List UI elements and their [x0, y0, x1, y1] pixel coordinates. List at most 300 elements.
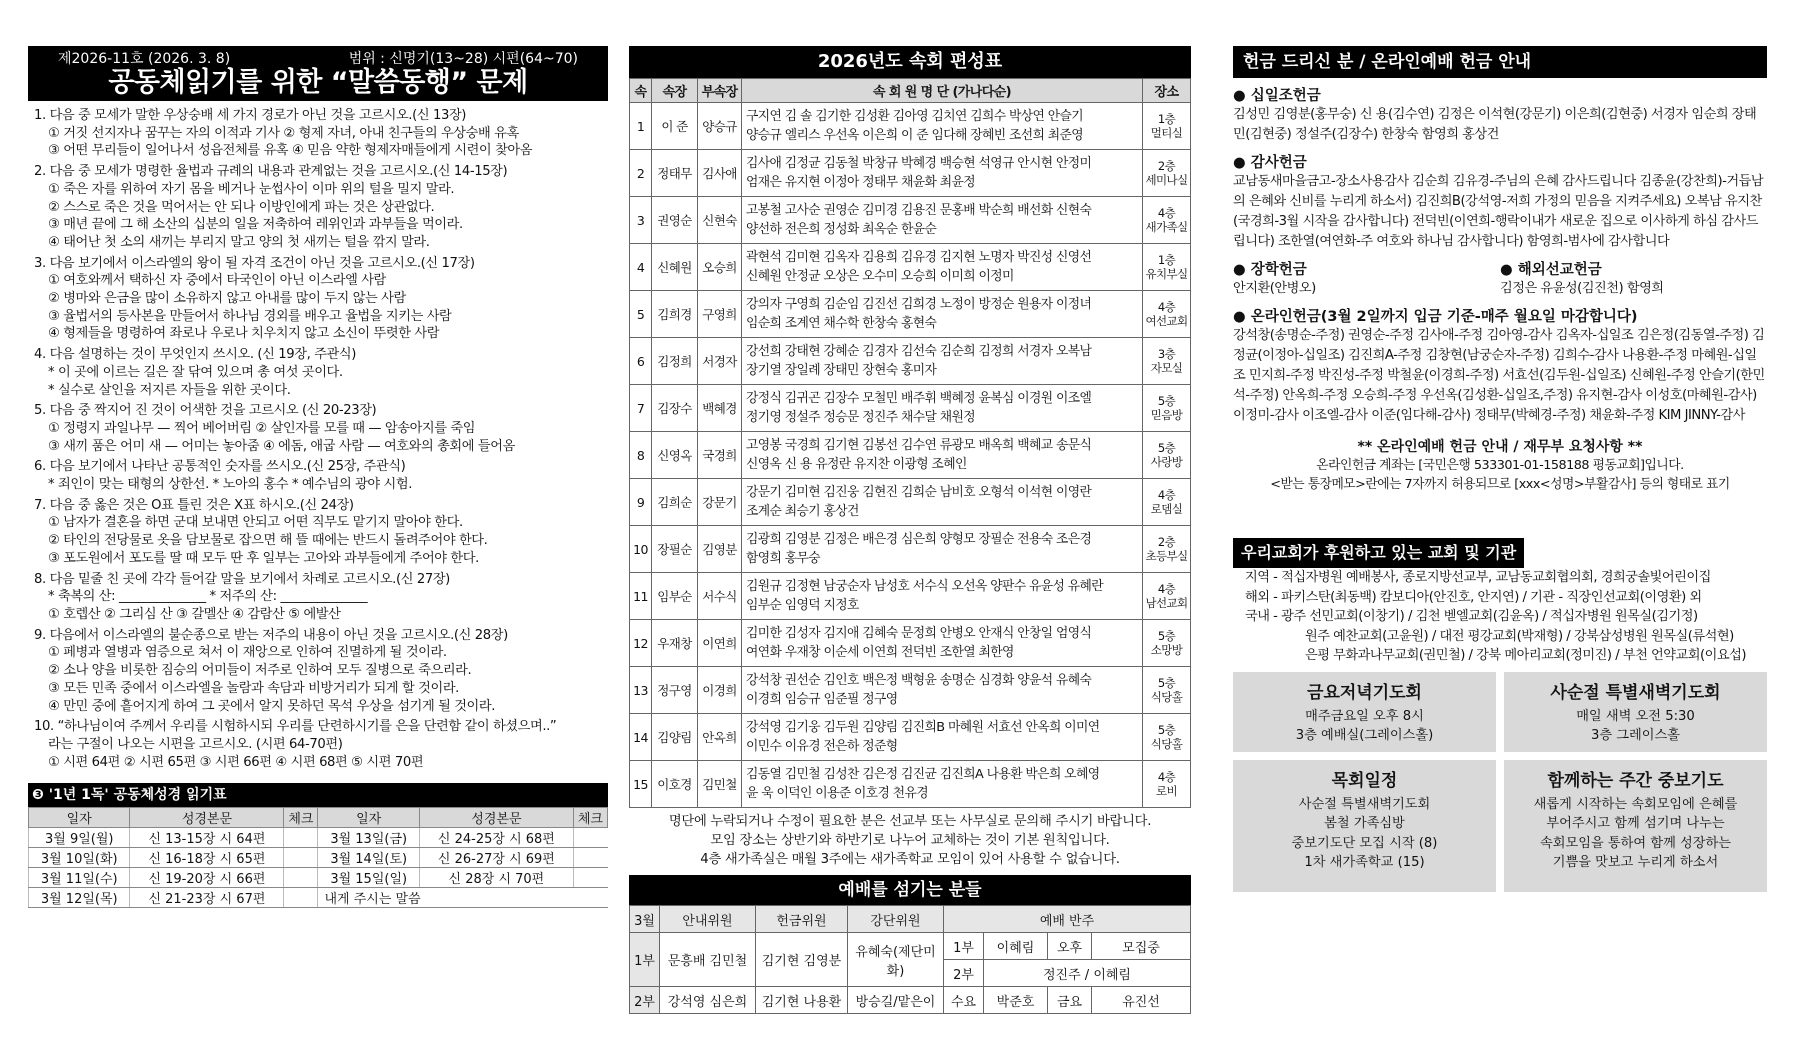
question-option: ③ 율법서의 등사본을 만들어서 하나님 경외를 배우고 율법을 지키는 사람 [48, 308, 452, 324]
info-boxes [1233, 672, 1767, 892]
cell-number: 12 [630, 620, 652, 667]
cell-group-row [630, 291, 1191, 338]
cell-place [1143, 432, 1191, 479]
question-option: ② 소나 양을 비롯한 짐승의 어미들이 저주로 인하여 모두 질병으로 죽으리라. [48, 663, 472, 679]
schedule-cell: 신 13-15장 시 64편 [130, 828, 284, 848]
servers-table [629, 905, 1191, 1014]
cell-sub-leader: 김영분 [698, 526, 742, 573]
member-line: 윤 욱 이덕인 이용준 이호경 천유경 [746, 786, 929, 801]
place-line: 4층 [1157, 770, 1176, 784]
cell-group-table [629, 78, 1191, 808]
cell-group-row [630, 103, 1191, 150]
support-line: 국내 - 광주 선민교회(이창기) / 김천 벧엘교회(김윤옥) / 적십자병원 원목실(김기정) [1245, 609, 1698, 624]
question-option: ① 시편 64편 ② 시편 65편 ③ 시편 66편 ④ 시편 68편 ⑤ 시편 70편 [48, 754, 424, 770]
question-item [28, 255, 608, 344]
member-line: 이민수 이유경 전은하 정준형 [746, 739, 898, 754]
member-line: 양선하 전은희 정성화 최옥순 한윤순 [746, 222, 937, 237]
box-line: 3층 예배실(그레이스홀) [1295, 728, 1434, 743]
question-text: 7. 다음 중 옳은 것은 O표 틀린 것은 X표 하시오.(신 24장) [34, 497, 354, 513]
schedule-cell: 3월 10일(화) [29, 848, 130, 868]
place-line: 사랑방 [1150, 455, 1183, 469]
online-guide-line: 온라인헌금 계좌는 [국민은행 533301-01-158188 평동교회]입니다. [1316, 458, 1684, 473]
cell-members [742, 244, 1143, 291]
thanks-heading: ● 감사헌금 [1233, 155, 1307, 171]
question-option: * 실수로 살인을 저지른 자들을 위한 곳이다. [48, 382, 291, 398]
online-guide-heading: ** 온라인예배 헌금 안내 / 재무부 요청사항 ** [1357, 439, 1643, 455]
place-line: 5층 [1157, 441, 1176, 455]
thanks-list: 교남동새마을금고-장소사용감사 김순희 김유경-주님의 은혜 감사드립니다 김종윤(강찬희)-거듭남의 은혜와 신비를 누리게 하소서) 김진희B(강석영-저희 가정의 믿음을 지켜주세요) 오복남 유지찬(국경희-3월 시작을 감사합니다) 전덕빈(이연희-행락이내가 새로운 집으로 이사하게 하심 감사드립니다) 조한열(여연화-주 여호와 하나님 감사합니다) 함영희-범사에 감사합니다 [1233, 174, 1764, 249]
place-line: 5층 [1157, 676, 1176, 690]
cell-members [742, 150, 1143, 197]
cell-sub-leader: 양승규 [698, 103, 742, 150]
member-line: 임부순 임영덕 지정호 [746, 598, 859, 613]
friday-prayer-box [1233, 672, 1496, 752]
cell-header: 속장 [652, 79, 698, 103]
schedule-header: 일자 [318, 808, 419, 828]
cell-group-row [630, 432, 1191, 479]
cell-place [1143, 761, 1191, 808]
cell-members [742, 338, 1143, 385]
question-item [28, 497, 608, 568]
cell-number: 7 [630, 385, 652, 432]
place-line: 4층 [1157, 488, 1176, 502]
place-line: 4층 [1157, 300, 1176, 314]
question-text: 9. 다음에서 이스라엘의 불순종으로 받는 저주의 내용이 아닌 것을 고르시오.(신 28장) [34, 627, 508, 643]
member-line: 김미한 김성자 김지애 김혜숙 문정희 안병오 안재식 안창일 엄영식 [746, 626, 1092, 641]
member-line: 함영희 홍무숭 [746, 551, 821, 566]
member-line: 엄재은 유지현 이정아 정태무 채윤화 최윤정 [746, 175, 976, 190]
cell-place [1143, 667, 1191, 714]
servers-altar: 방승길/맡은이 [848, 987, 944, 1014]
cell-number: 5 [630, 291, 652, 338]
member-line: 구지연 김 솔 김기한 김성환 김아영 김치연 김희수 박상연 안슬기 [746, 109, 1084, 124]
online-list: 강석창(송명순-주정) 권영순-주정 김사애-주정 김아영-감사 김옥자-십일조 김은정(김동열-주정) 김정균(이정아-십일조) 김진희A-주정 김창현(남궁순자-주정) 김희수-감사 나용환-주정 마혜원-십일조 민지희-주정 박진성-주정 박철윤(이경희-주정) 서효선(김두원-십일조) 신혜원-주정 안슬기(한민석-주정) 안옥희-주정 오승희-주정 우선옥(김성환-십일조,주정) 유지현-감사 이성호(마혜원-감사) 이정미-감사 이조엘-감사 이준(임다해-감사) 정태무(박혜경-주정) 채윤화-주정 KIM JINNY-감사 [1233, 328, 1765, 423]
schedule-cell: 신 21-23장 시 67편 [130, 888, 284, 908]
question-option: ④ 태어난 첫 소의 새끼는 부리지 말고 양의 첫 새끼는 털을 깎지 말라. [48, 234, 430, 250]
online-guide-line: <받는 통장메모>란에는 7자까지 허용되므로 [xxx<성명>부활감사] 등의 형태로 표기 [1270, 477, 1730, 492]
piano-name: 유진선 [1092, 987, 1191, 1014]
cell-number: 11 [630, 573, 652, 620]
mission-heading: ● 해외선교헌금 [1500, 262, 1602, 278]
cell-number: 14 [630, 714, 652, 761]
schedule-header: 성경본문 [130, 808, 284, 828]
cell-sub-leader: 김사애 [698, 150, 742, 197]
cell-sub-leader: 신현숙 [698, 197, 742, 244]
piano-name: 이혜림 [984, 933, 1048, 960]
servers-part: 1부 [630, 933, 660, 987]
question-option: ③ 어떤 무리들이 일어나서 성읍전체를 유혹 ④ 믿음 약한 형제자매들에게 시련이 찾아옴 [48, 143, 533, 159]
cell-sub-leader: 이연희 [698, 620, 742, 667]
cell-group-row [630, 667, 1191, 714]
cell-members [742, 385, 1143, 432]
schedule-header: 성경본문 [419, 808, 573, 828]
cell-place [1143, 244, 1191, 291]
cell-group-row [630, 338, 1191, 385]
cell-place [1143, 573, 1191, 620]
servers-header-offering: 헌금위원 [756, 906, 848, 933]
cell-header: 속 회 원 명 단 (가나다순) [742, 79, 1143, 103]
member-line: 강석영 김기웅 김두원 김양림 김진희B 마혜원 서효선 안옥희 이미연 [746, 720, 1100, 735]
schedule-cell [573, 828, 607, 848]
servers-part: 2부 [630, 987, 660, 1014]
schedule-cell: 3월 13일(금) [318, 828, 419, 848]
cell-group-row [630, 573, 1191, 620]
cell-header: 장소 [1143, 79, 1191, 103]
online-heading: ● 온라인헌금(3월 2일까지 입금 기준-매주 월요일 마감합니다) [1233, 309, 1638, 325]
cell-group-row [630, 714, 1191, 761]
servers-title: 예배를 섬기는 분들 [629, 875, 1191, 905]
cell-leader: 정태무 [652, 150, 698, 197]
schedule-cell: 내게 주시는 말씀 [318, 888, 608, 908]
place-line: 1층 [1157, 112, 1176, 126]
place-line: 로비 [1155, 784, 1178, 798]
cell-group-title: 2026년도 속회 편성표 [629, 46, 1191, 78]
member-line: 신영옥 신 용 유정란 유지찬 이광형 조혜인 [746, 457, 967, 472]
tithe-heading: ● 십일조헌금 [1233, 88, 1321, 104]
place-line: 식당홀 [1150, 690, 1183, 704]
cell-group-row [630, 244, 1191, 291]
box-heading: 금요저녁기도회 [1307, 682, 1422, 703]
cell-members [742, 667, 1143, 714]
member-line: 고봉철 고사순 권영순 김미경 김용진 문홍배 박순희 배선화 신현숙 [746, 203, 1092, 218]
schedule-row [29, 848, 608, 868]
servers-guide: 문흥배 김민철 [660, 933, 756, 987]
question-option: ② 병마와 은금을 많이 소유하지 않고 아내를 많이 두지 않는 사람 [48, 291, 406, 307]
box-heading: 함께하는 주간 중보기도 [1547, 770, 1724, 791]
cell-sub-leader: 구영희 [698, 291, 742, 338]
question-item [28, 346, 608, 399]
question-text: 1. 다음 중 모세가 말한 우상숭배 세 가지 경로가 아닌 것을 고르시오.(신 13장) [34, 108, 467, 123]
member-line: 김광희 김영분 김정은 배은경 심은희 양형모 장필순 전용숙 조은경 [746, 532, 1092, 547]
question-item [28, 458, 608, 493]
member-line: 정기영 정설주 정승문 정진주 채수달 채원정 [746, 410, 976, 425]
schedule-row [29, 868, 608, 888]
question-text: 4. 다음 설명하는 것이 무엇인지 쓰시오. (신 19장, 주관식) [34, 347, 356, 363]
servers-header-guide: 안내위원 [660, 906, 756, 933]
support-list [1233, 568, 1767, 666]
member-line: 김사애 김정균 김동철 박창규 박혜경 백승현 석영규 안시현 안정미 [746, 156, 1092, 171]
box-line: 새롭게 시작하는 속회모임에 은혜를 [1533, 796, 1738, 812]
schedule-cell: 신 16-18장 시 65편 [130, 848, 284, 868]
question-text: 10. “하나님이여 주께서 우리를 시험하시되 우리를 단련하시기를 은을 단련함 같이 하셨으며..” [34, 719, 557, 735]
place-line: 세미나실 [1145, 173, 1188, 187]
question-option: ③ 새끼 품은 어미 새 — 어미는 놓아줌 ④ 에돔, 애굽 사람 — 여호와의 총회에 들어옴 [48, 438, 515, 454]
cell-place [1143, 714, 1191, 761]
cell-header: 속 [630, 79, 652, 103]
question-option: ① 죽은 자를 위하여 자기 몸을 베거나 눈썹사이 이마 위의 털을 밀지 말라. [48, 181, 455, 197]
cell-members [742, 479, 1143, 526]
member-line: 강선희 강태현 강혜순 김경자 김선숙 김순희 김정희 서경자 오복남 [746, 344, 1092, 359]
question-option: ④ 만민 중에 흩어지게 하여 그 곳에서 알지 못하던 목석 우상을 섬기게 될 것이라. [48, 698, 496, 714]
box-line: 3층 그레이스홀 [1590, 728, 1681, 743]
schedule-cell: 신 19-20장 시 66편 [130, 868, 284, 888]
place-line: 5층 [1157, 394, 1176, 408]
schedule-header: 일자 [29, 808, 130, 828]
place-line: 식당홀 [1150, 737, 1183, 751]
box-line: 매주금요일 오후 8시 [1305, 708, 1424, 724]
cell-leader: 신혜원 [652, 244, 698, 291]
question-option: ③ 모든 민족 중에서 이스라엘을 놀람과 속담과 비방거리가 되게 할 것이라. [48, 680, 459, 696]
support-line: 해외 - 파키스탄(최동백) 캄보디아(안진호, 안지연) / 기관 - 직장인선교회(이영환) 외 [1245, 589, 1702, 605]
cell-members [742, 197, 1143, 244]
notice-line: 4층 새가족실은 매월 3주에는 새가족학교 모임이 있어 사용할 수 없습니다. [700, 852, 1120, 867]
schedule-cell [284, 868, 318, 888]
box-line: 사순절 특별새벽기도회 [1298, 796, 1431, 812]
question-item [28, 163, 608, 252]
cell-leader: 권영순 [652, 197, 698, 244]
member-line: 임순희 조계연 채수학 한창숙 홍현숙 [746, 316, 937, 331]
piano-part: 수요 [944, 987, 984, 1014]
cell-number: 13 [630, 667, 652, 714]
notice-line: 명단에 누락되거나 수정이 필요한 분은 선교부 또는 사무실로 문의해 주시기 바랍니다. [668, 814, 1152, 829]
cell-place [1143, 620, 1191, 667]
piano-part: 1부 [944, 933, 984, 960]
place-line: 남선교회 [1145, 596, 1188, 610]
question-option: ② 스스로 죽은 것을 먹어서는 안 되나 이방인에게 파는 것은 상관없다. [48, 199, 435, 215]
cell-number: 3 [630, 197, 652, 244]
cell-sub-leader: 국경희 [698, 432, 742, 479]
question-option: ③ 포도원에서 포도를 딸 때 모두 딴 후 일부는 고아와 과부들에게 주어야 한다. [48, 550, 479, 566]
place-line: 자모실 [1150, 361, 1183, 375]
box-line: 기쁨을 맛보고 누리게 하소서 [1552, 855, 1719, 870]
cell-members [742, 103, 1143, 150]
cell-group-row [630, 761, 1191, 808]
cell-members [742, 573, 1143, 620]
servers-altar: 유혜숙(제단미화) [848, 933, 944, 987]
question-option: ② 타인의 전당물로 옷을 담보물로 잡으면 해 뜰 때에는 반드시 돌려주어야 한다. [48, 533, 488, 549]
place-line: 소망방 [1150, 643, 1183, 657]
cell-number: 15 [630, 761, 652, 808]
member-line: 이경희 임승규 임준필 정구영 [746, 692, 898, 707]
piano-name: 정진주 / 이혜림 [984, 960, 1191, 987]
cell-leader: 우재창 [652, 620, 698, 667]
cell-number: 2 [630, 150, 652, 197]
question-option: ① 남자가 결혼을 하면 군대 보내면 안되고 어떤 직무도 맡기지 말아야 한다. [48, 515, 463, 531]
piano-name: 박준호 [984, 987, 1048, 1014]
question-text: 8. 다음 밑줄 친 곳에 각각 들어갈 말을 보기에서 차례로 고르시오.(신 27장) [34, 571, 450, 587]
schedule-cell: 3월 15일(일) [318, 868, 419, 888]
schedule-row [29, 888, 608, 908]
intercession-box [1504, 760, 1767, 892]
cell-sub-leader: 오승희 [698, 244, 742, 291]
cell-sub-leader: 백혜경 [698, 385, 742, 432]
cell-leader: 김장수 [652, 385, 698, 432]
piano-part: 금요 [1048, 987, 1092, 1014]
place-line: 5층 [1157, 629, 1176, 643]
cell-leader: 장필순 [652, 526, 698, 573]
place-line: 4층 [1157, 206, 1176, 220]
schedule-cell: 3월 11일(수) [29, 868, 130, 888]
cell-place [1143, 291, 1191, 338]
question-item [28, 627, 608, 716]
schedule-cell: 3월 9일(월) [29, 828, 130, 848]
box-line: 1차 새가족학교 (15) [1304, 855, 1425, 870]
place-line: 유치부실 [1145, 267, 1188, 281]
schedule-cell [284, 828, 318, 848]
question-option: * 축복의 산: ______________ * 저주의 산: ______________ [48, 589, 368, 605]
member-line: 강의자 구영희 김순임 김진선 김희경 노정이 방정순 원용자 이정녀 [746, 297, 1092, 312]
support-line: 원주 예찬교회(고윤원) / 대전 평강교회(박재형) / 강북삼성병원 원목실(류석현) [1305, 628, 1734, 644]
cell-leader: 김희경 [652, 291, 698, 338]
cell-leader: 임부순 [652, 573, 698, 620]
place-line: 초등부실 [1145, 549, 1188, 563]
cell-leader: 신영옥 [652, 432, 698, 479]
place-line: 4층 [1157, 582, 1176, 596]
cell-leader: 김정희 [652, 338, 698, 385]
bulletin-header [28, 46, 608, 101]
quiz-column [28, 46, 608, 908]
box-line: 중보기도단 모집 시작 (8) [1291, 835, 1438, 851]
cell-place [1143, 338, 1191, 385]
question-list [28, 107, 608, 771]
lent-prayer-box [1504, 672, 1767, 752]
member-line: 여연화 우재창 이순세 이연희 전덕빈 조한열 최한영 [746, 645, 1014, 660]
servers-guide: 강석영 심은희 [660, 987, 756, 1014]
question-item [28, 402, 608, 455]
place-line: 2층 [1157, 535, 1176, 549]
question-item [28, 718, 608, 771]
cell-number: 8 [630, 432, 652, 479]
box-line: 속회모임을 통하여 함께 성장하는 [1540, 835, 1731, 851]
schedule-cell [573, 868, 607, 888]
place-line: 로뎀실 [1150, 502, 1183, 516]
cell-leader: 정구영 [652, 667, 698, 714]
support-line: 은평 무화과나무교회(권민철) / 강북 메아리교회(정미진) / 부천 언약교회(이요섭) [1305, 648, 1747, 663]
cell-members [742, 432, 1143, 479]
servers-header-piano: 예배 반주 [944, 906, 1191, 933]
cell-header: 부속장 [698, 79, 742, 103]
cell-number: 6 [630, 338, 652, 385]
member-line: 강정식 김귀곤 김장수 모철민 배주휘 백혜정 윤복심 이경원 이조엘 [746, 391, 1092, 406]
schedule-header: 체크 [284, 808, 318, 828]
schedule-cell: 3월 14일(토) [318, 848, 419, 868]
question-option: ④ 형제들을 명령하여 좌로나 우로나 치우치지 않고 소신이 뚜렷한 사람 [48, 326, 440, 342]
question-text: 2. 다음 중 모세가 명령한 율법과 규례의 내용과 관계없는 것을 고르시오.(신 14-15장) [34, 164, 508, 180]
schedule-cell: 신 26-27장 시 69편 [419, 848, 573, 868]
cell-group-row [630, 385, 1191, 432]
cell-members [742, 620, 1143, 667]
member-line: 양승규 엘리스 우선옥 이은희 이 준 임다해 장혜빈 조선희 최준영 [746, 128, 1084, 143]
cell-sub-leader: 김민철 [698, 761, 742, 808]
piano-name: 모집중 [1092, 933, 1191, 960]
cell-number: 9 [630, 479, 652, 526]
schedule-row [29, 828, 608, 848]
cell-group-row [630, 620, 1191, 667]
question-text: 5. 다음 중 짝지어 진 것이 어색한 것을 고르시오 (신 20-23장) [34, 403, 377, 419]
cell-members [742, 526, 1143, 573]
servers-header-altar: 강단위원 [848, 906, 944, 933]
cell-group-notice [629, 812, 1191, 869]
reading-schedule-table [28, 807, 608, 908]
pastoral-schedule-box [1233, 760, 1496, 892]
cell-place [1143, 479, 1191, 526]
scholarship-heading: ● 장학헌금 [1233, 262, 1307, 278]
question-item [28, 571, 608, 624]
box-line: 매일 새벽 오전 5:30 [1576, 708, 1695, 724]
box-heading: 사순절 특별새벽기도회 [1550, 682, 1721, 703]
question-item [28, 107, 608, 160]
cell-leader: 이호경 [652, 761, 698, 808]
schedule-cell: 3월 12일(목) [29, 888, 130, 908]
member-line: 신혜원 안정균 오상은 오수미 오승희 이미희 이정미 [746, 269, 1014, 284]
cell-leader: 김양림 [652, 714, 698, 761]
piano-part: 2부 [944, 960, 984, 987]
cell-place [1143, 526, 1191, 573]
servers-offering: 김기현 나용환 [756, 987, 848, 1014]
offering-column [1233, 46, 1767, 892]
place-line: 새가족실 [1145, 220, 1188, 234]
member-line: 강석창 권선순 김인호 백은정 백형윤 송명순 심경화 양윤석 유혜숙 [746, 673, 1092, 688]
question-option: ① 호렙산 ② 그리심 산 ③ 갈멜산 ④ 감람산 ⑤ 에발산 [48, 606, 341, 622]
cell-sub-leader: 강문기 [698, 479, 742, 526]
question-text: 3. 다음 보기에서 이스라엘의 왕이 될 자격 조건이 아닌 것을 고르시오.(신 17장) [34, 255, 475, 271]
member-line: 곽현석 김미현 김옥자 김용희 김유경 김지현 노명자 박진성 신영선 [746, 250, 1092, 265]
member-line: 장기열 장일례 장태민 장현숙 홍미자 [746, 363, 937, 378]
place-line: 멀티실 [1150, 126, 1183, 140]
notice-line: 모임 장소는 상반기와 하반기로 나누어 교체하는 것이 기본 원칙입니다. [710, 833, 1110, 848]
cell-place [1143, 103, 1191, 150]
page-title: 공동체읽기를 위한 “말씀동행” 문제 [108, 67, 528, 98]
member-line: 강문기 김미현 김진웅 김현진 김희순 남비호 오형석 이석현 이영란 [746, 485, 1092, 500]
support-line: 지역 - 적십자병원 예배봉사, 종로지방선교부, 교남동교회협의회, 경희궁솔빛어린이집 [1245, 570, 1711, 585]
place-line: 여선교회 [1145, 314, 1188, 328]
offering-title: 헌금 드리신 분 / 온라인예배 헌금 안내 [1233, 46, 1767, 78]
question-option: ① 거짓 선지자나 꿈꾸는 자의 이적과 기사 ② 형제 자녀, 아내 친구들의 우상숭배 유혹 [48, 125, 519, 141]
box-line: 부어주시고 함께 섬기며 나누는 [1546, 816, 1725, 831]
cell-group-column [629, 46, 1191, 1014]
question-option: ① 페병과 열병과 염증으로 쳐서 이 재앙으로 인하여 진멸하게 될 것이라. [48, 645, 447, 661]
cell-group-row [630, 479, 1191, 526]
cell-group-row [630, 526, 1191, 573]
schedule-header: 체크 [573, 808, 607, 828]
place-line: 믿음방 [1150, 408, 1183, 422]
place-line: 3층 [1157, 347, 1176, 361]
cell-number: 1 [630, 103, 652, 150]
question-option: ① 여호와께서 택하신 자 중에서 타국인이 아닌 이스라엘 사람 [48, 273, 386, 289]
cell-sub-leader: 안옥희 [698, 714, 742, 761]
member-line: 김동열 김민철 김성찬 김은정 김진균 김진희A 나용환 박은희 오혜영 [746, 767, 1100, 782]
cell-members [742, 714, 1143, 761]
question-text: 6. 다음 보기에서 나타난 공통적인 숫자를 쓰시오.(신 25장, 주관식) [34, 459, 406, 475]
cell-leader: 김희순 [652, 479, 698, 526]
place-line: 1층 [1157, 253, 1176, 267]
servers-month: 3월 [630, 906, 660, 933]
question-option: ③ 매년 끝에 그 해 소산의 십분의 일을 저축하여 레위인과 과부들을 먹이라. [48, 217, 463, 233]
place-line: 5층 [1157, 723, 1176, 737]
support-title: 우리교회가 후원하고 있는 교회 및 기관 [1233, 538, 1524, 568]
schedule-cell: 신 24-25장 시 68편 [419, 828, 573, 848]
cell-place [1143, 197, 1191, 244]
piano-part: 오후 [1048, 933, 1092, 960]
schedule-cell [573, 848, 607, 868]
servers-offering: 김기현 김영분 [756, 933, 848, 987]
issue-number: 제2026-11호 (2026. 3. 8) [58, 51, 231, 67]
box-line: 봄철 가족심방 [1324, 816, 1405, 831]
question-option: ① 정령지 과일나무 — 찍어 베어버림 ② 살인자를 모를 때 — 암송아지를 죽임 [48, 420, 476, 436]
box-heading: 목회일정 [1331, 770, 1398, 791]
schedule-title: ❸ '1년 1독' 공동체성경 읽기표 [28, 783, 608, 807]
cell-group-row [630, 197, 1191, 244]
cell-group-row [630, 150, 1191, 197]
cell-number: 10 [630, 526, 652, 573]
question-option: * 이 곳에 이르는 길은 잘 닦여 있으며 총 여섯 곳이다. [48, 364, 343, 380]
schedule-cell: 신 28장 시 70편 [419, 868, 573, 888]
cell-sub-leader: 이경희 [698, 667, 742, 714]
cell-place [1143, 385, 1191, 432]
cell-leader: 이 준 [652, 103, 698, 150]
member-line: 조계순 최승기 홍상건 [746, 504, 859, 519]
cell-number: 4 [630, 244, 652, 291]
